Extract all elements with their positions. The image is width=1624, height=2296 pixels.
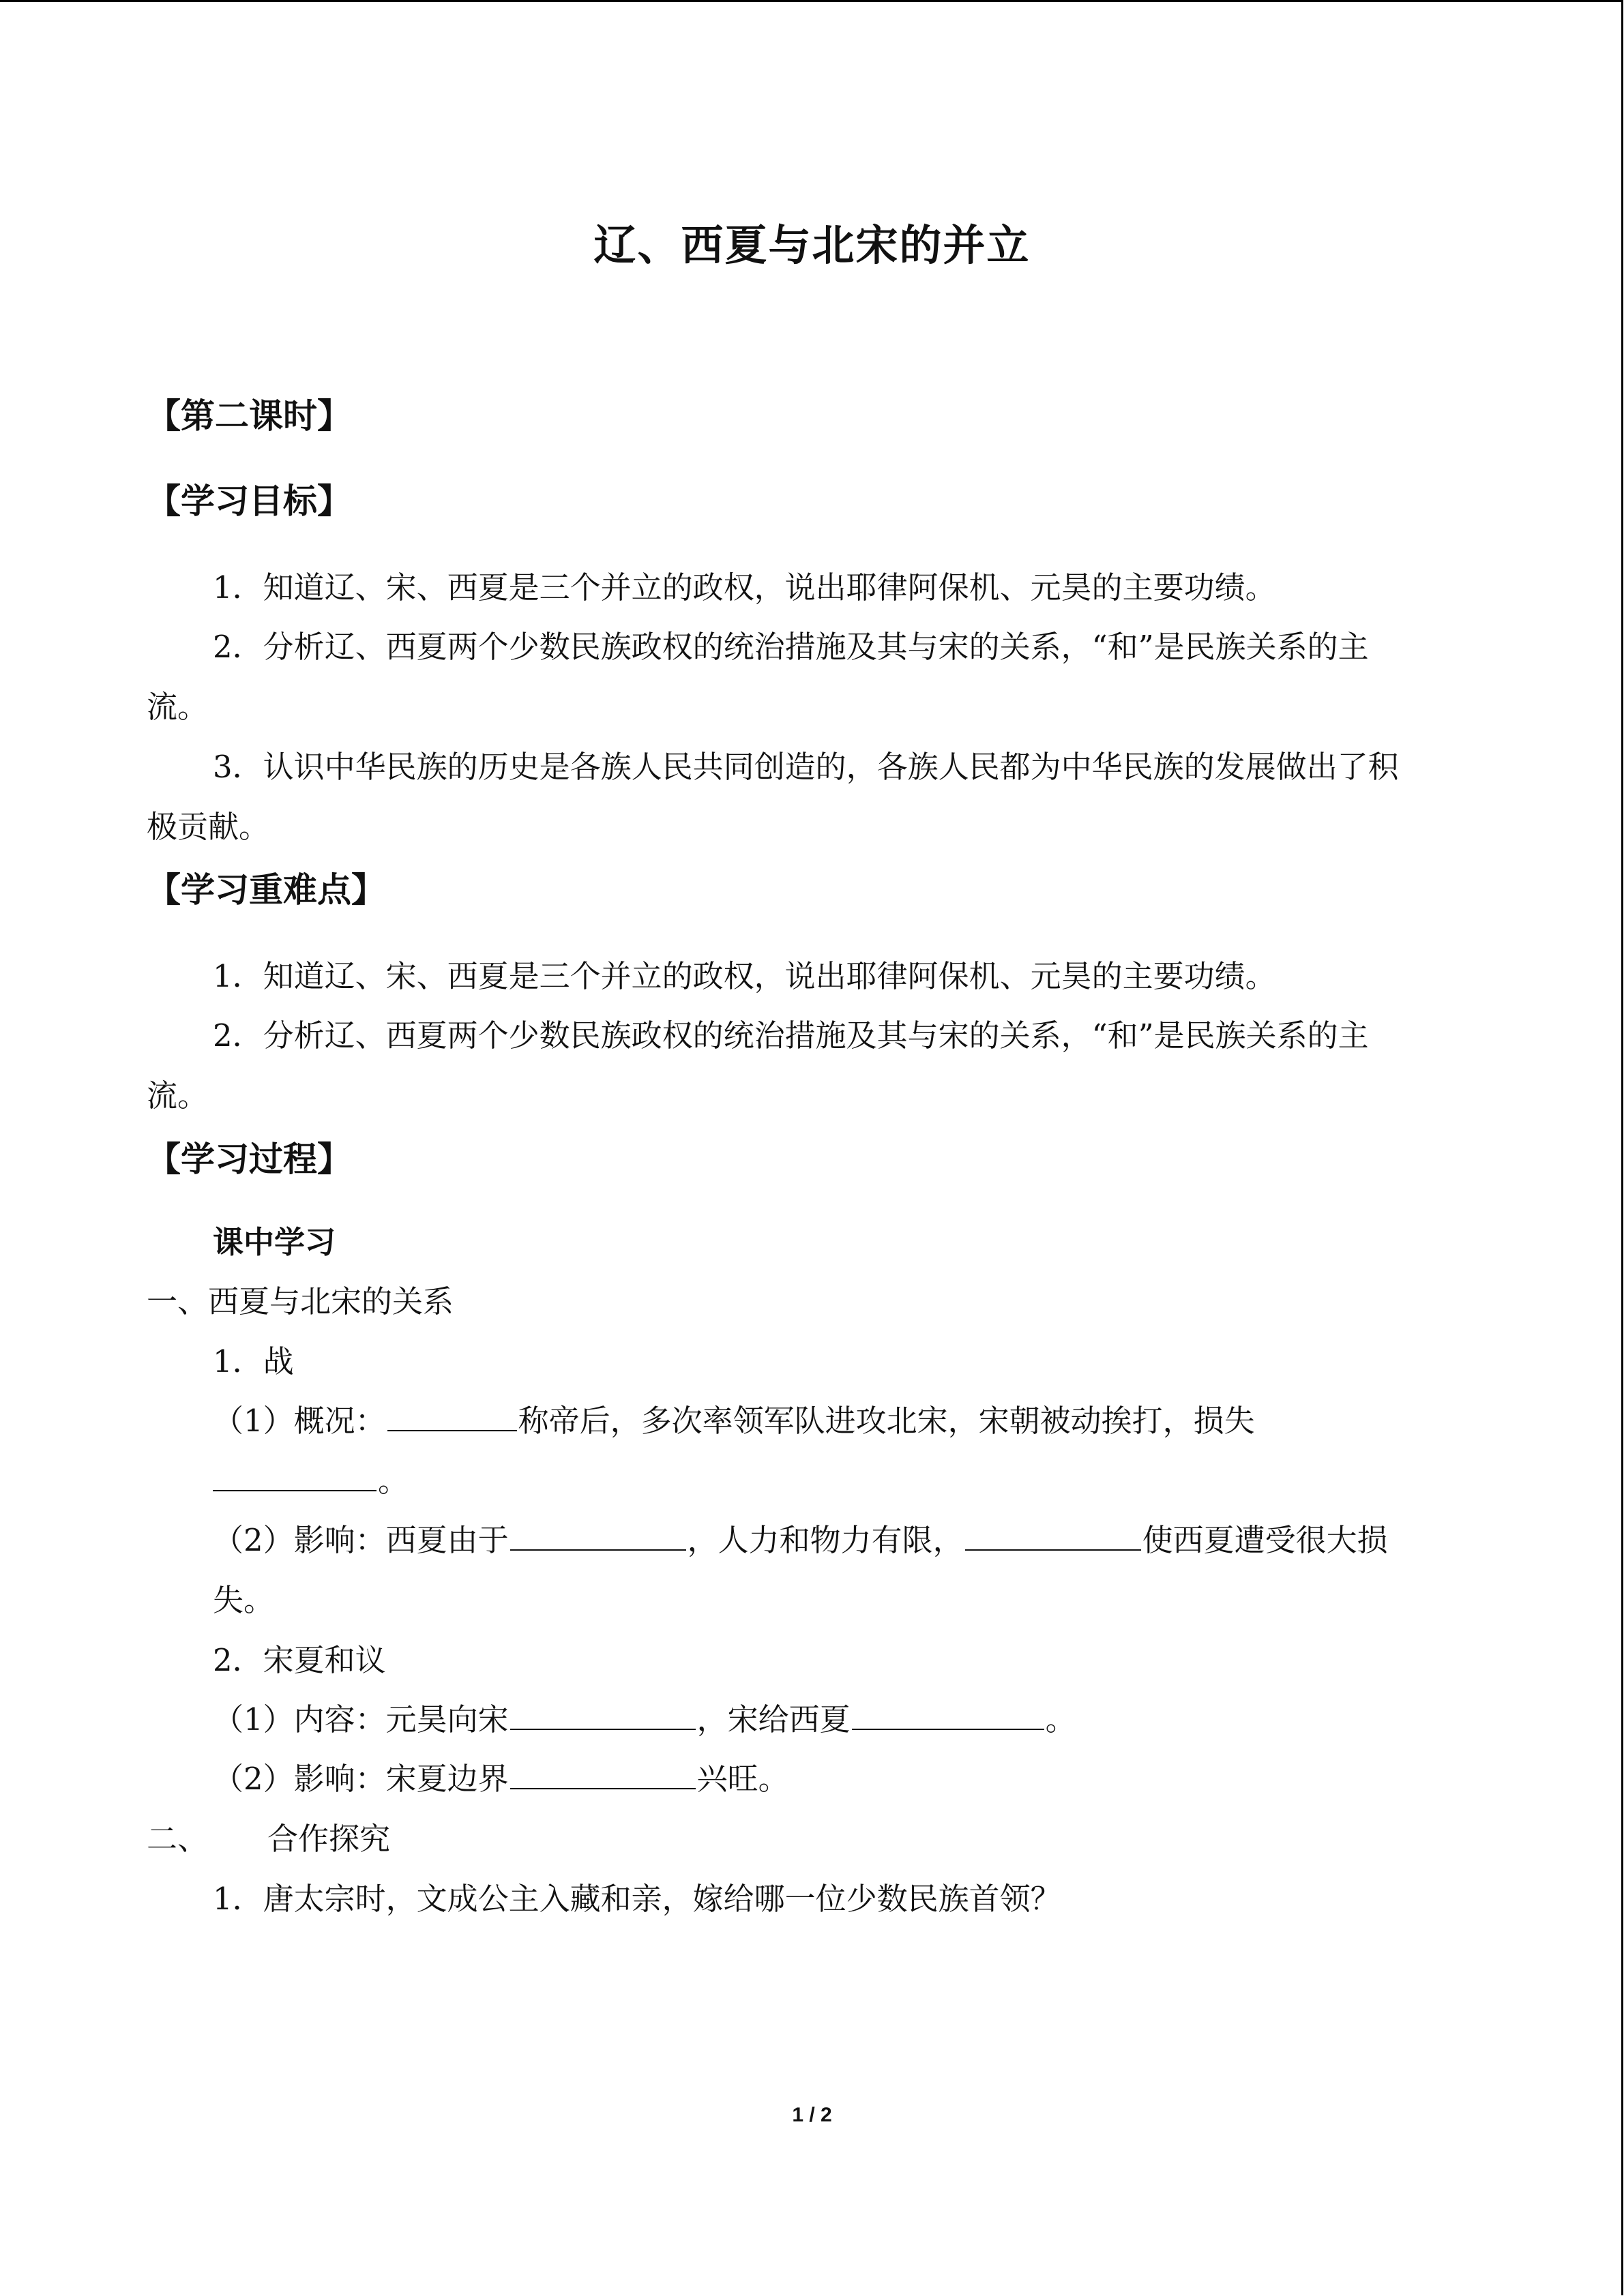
goals-heading: 【学习目标】 [147,481,351,521]
blank-cause[interactable] [965,1518,1141,1551]
impact-tail: 使西夏遭受很大损 [1142,1522,1388,1558]
blank-loss[interactable] [213,1459,377,1491]
peace-impact-line [213,1754,789,1798]
key-point-item-2-cont: 流。 [147,1077,209,1114]
goal-item-2: 2．分析辽、西夏两个少数民族政权的统治措施及其与宋的关系，“和”是民族关系的主 [213,629,1369,665]
section-2-number: 二、 [147,1821,209,1857]
overview-line-2 [213,1456,409,1500]
key-points-heading: 【学习重难点】 [147,870,385,910]
impact-line-2: 失。 [213,1582,275,1618]
key-point-item-2: 2．分析辽、西夏两个少数民族政权的统治措施及其与宋的关系，“和”是民族关系的主 [213,1017,1369,1054]
content-mid: ，宋给西夏 [696,1701,851,1738]
goal-item-1: 1．知道辽、宋、西夏是三个并立的政权，说出耶律阿保机、元昊的主要功绩。 [213,569,1276,606]
content-prefix: （1）内容：元昊向宋 [213,1701,509,1738]
in-class-label: 课中学习 [213,1224,336,1260]
impact-prefix: （2）影响：西夏由于 [213,1522,509,1558]
blank-emperor[interactable] [387,1399,517,1431]
blank-border-trade[interactable] [510,1757,696,1789]
content-line [213,1695,1076,1739]
overview-text: 称帝后，多次率领军队进攻北宋，宋朝被动挨打，损失 [518,1403,1255,1439]
impact-mid: ，人力和物力有限， [687,1522,964,1558]
overview-prefix: （1）概况： [213,1403,386,1439]
peace-subheading: 2．宋夏和议 [213,1642,386,1678]
overview-line [213,1396,1255,1440]
blank-song-gives[interactable] [852,1697,1044,1730]
section-2-heading: 合作探究 [267,1821,391,1857]
goal-item-3: 3．认识中华民族的历史是各族人民共同创造的，各族人民都为中华民族的发展做出了积 [213,749,1399,785]
key-point-item-1: 1．知道辽、宋、西夏是三个并立的政权，说出耶律阿保机、元昊的主要功绩。 [213,958,1276,994]
goal-item-3-cont: 极贡献。 [147,809,270,845]
process-heading: 【学习过程】 [147,1139,351,1179]
overview-end: 。 [378,1463,409,1499]
content-end: 。 [1045,1701,1076,1738]
question-1: 1．唐太宗时，文成公主入藏和亲，嫁给哪一位少数民族首领？ [213,1881,1061,1917]
section-1-heading: 一、西夏与北宋的关系 [147,1283,454,1320]
blank-yuanhao-action[interactable] [510,1697,696,1730]
war-subheading: 1．战 [213,1343,294,1380]
page-title: 辽、西夏与北宋的并立 [593,220,1031,270]
blank-reason[interactable] [510,1518,686,1551]
impact-line [213,1515,1388,1560]
goal-item-2-cont: 流。 [147,689,209,725]
peace-impact-tail: 兴旺。 [696,1761,789,1797]
peace-impact-prefix: （2）影响：宋夏边界 [213,1761,509,1797]
lesson-period-heading: 【第二课时】 [147,396,351,436]
page-number: 1 / 2 [792,2104,832,2126]
